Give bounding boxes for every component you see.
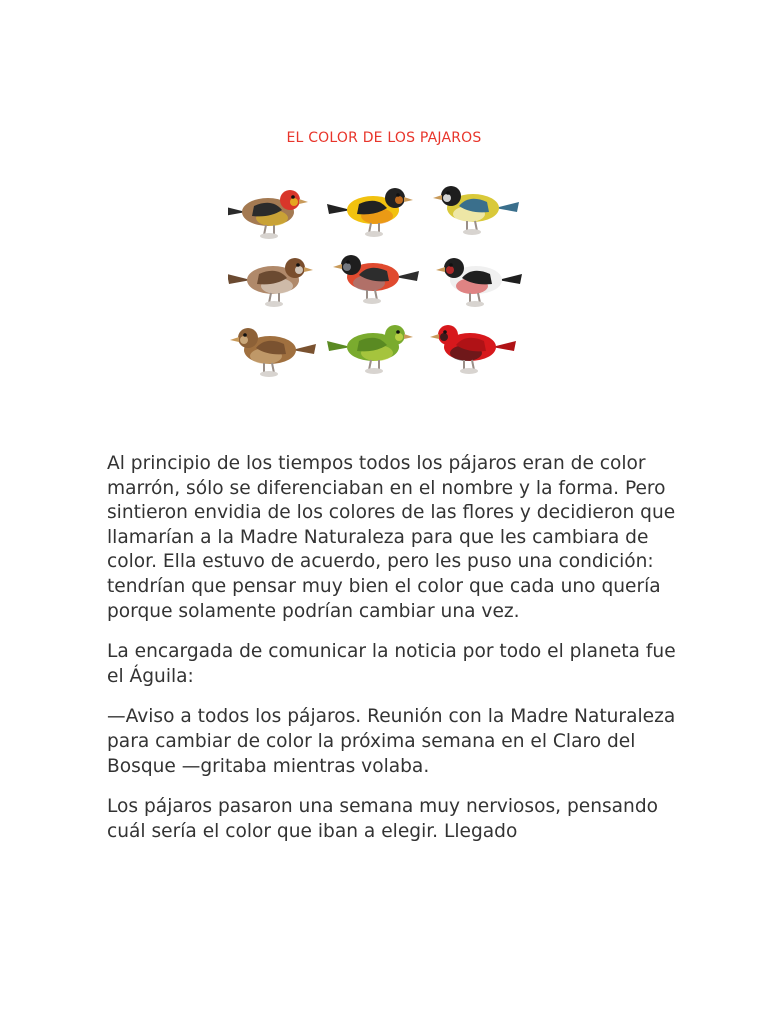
great-tit-bird-icon [433,186,519,235]
cardinal-bird-icon [430,325,516,374]
birds-illustration [228,168,538,392]
oriole-bird-icon [327,188,413,237]
story-text [107,452,677,860]
paragraph-1: Al principio de los tiempos todos los pájaros eran de color marrón, sólo se diferenciaban en el nombre y la forma. Pero sintieron envidia de los colores de las flores y decidieron que llamarían a la Madre Naturaleza para que les cambiara de color. Ella estuvo de acuerdo, pero les puso una condición: tendrían que pensar muy bien el color que cada uno quería porque solamente podrían cambiar una vez. [107,453,676,622]
woodpecker-bird-icon [436,258,522,307]
greenfinch-bird-icon [327,325,413,374]
document-title: EL COLOR DE LOS PAJAROS [286,130,482,146]
paragraph-3: —Aviso a todos los pájaros. Reunión con la Madre Naturaleza para cambiar de color la próxima semana en el Claro del Bosque —gritaba mientras volaba. [107,706,676,777]
goldfinch-bird-icon [228,190,308,239]
sparrow-bird-icon [228,258,313,307]
birds-illustration-svg [228,168,538,392]
paragraph-2: La encargada de comunicar la noticia por todo el planeta fue el Águila: [107,641,676,687]
bullfinch-bird-icon [333,255,419,304]
wren-bird-icon [230,328,316,377]
paragraph-4: Los pájaros pasaron una semana muy nerviosos, pensando cuál sería el color que iban a elegir. Llegado [107,796,659,842]
